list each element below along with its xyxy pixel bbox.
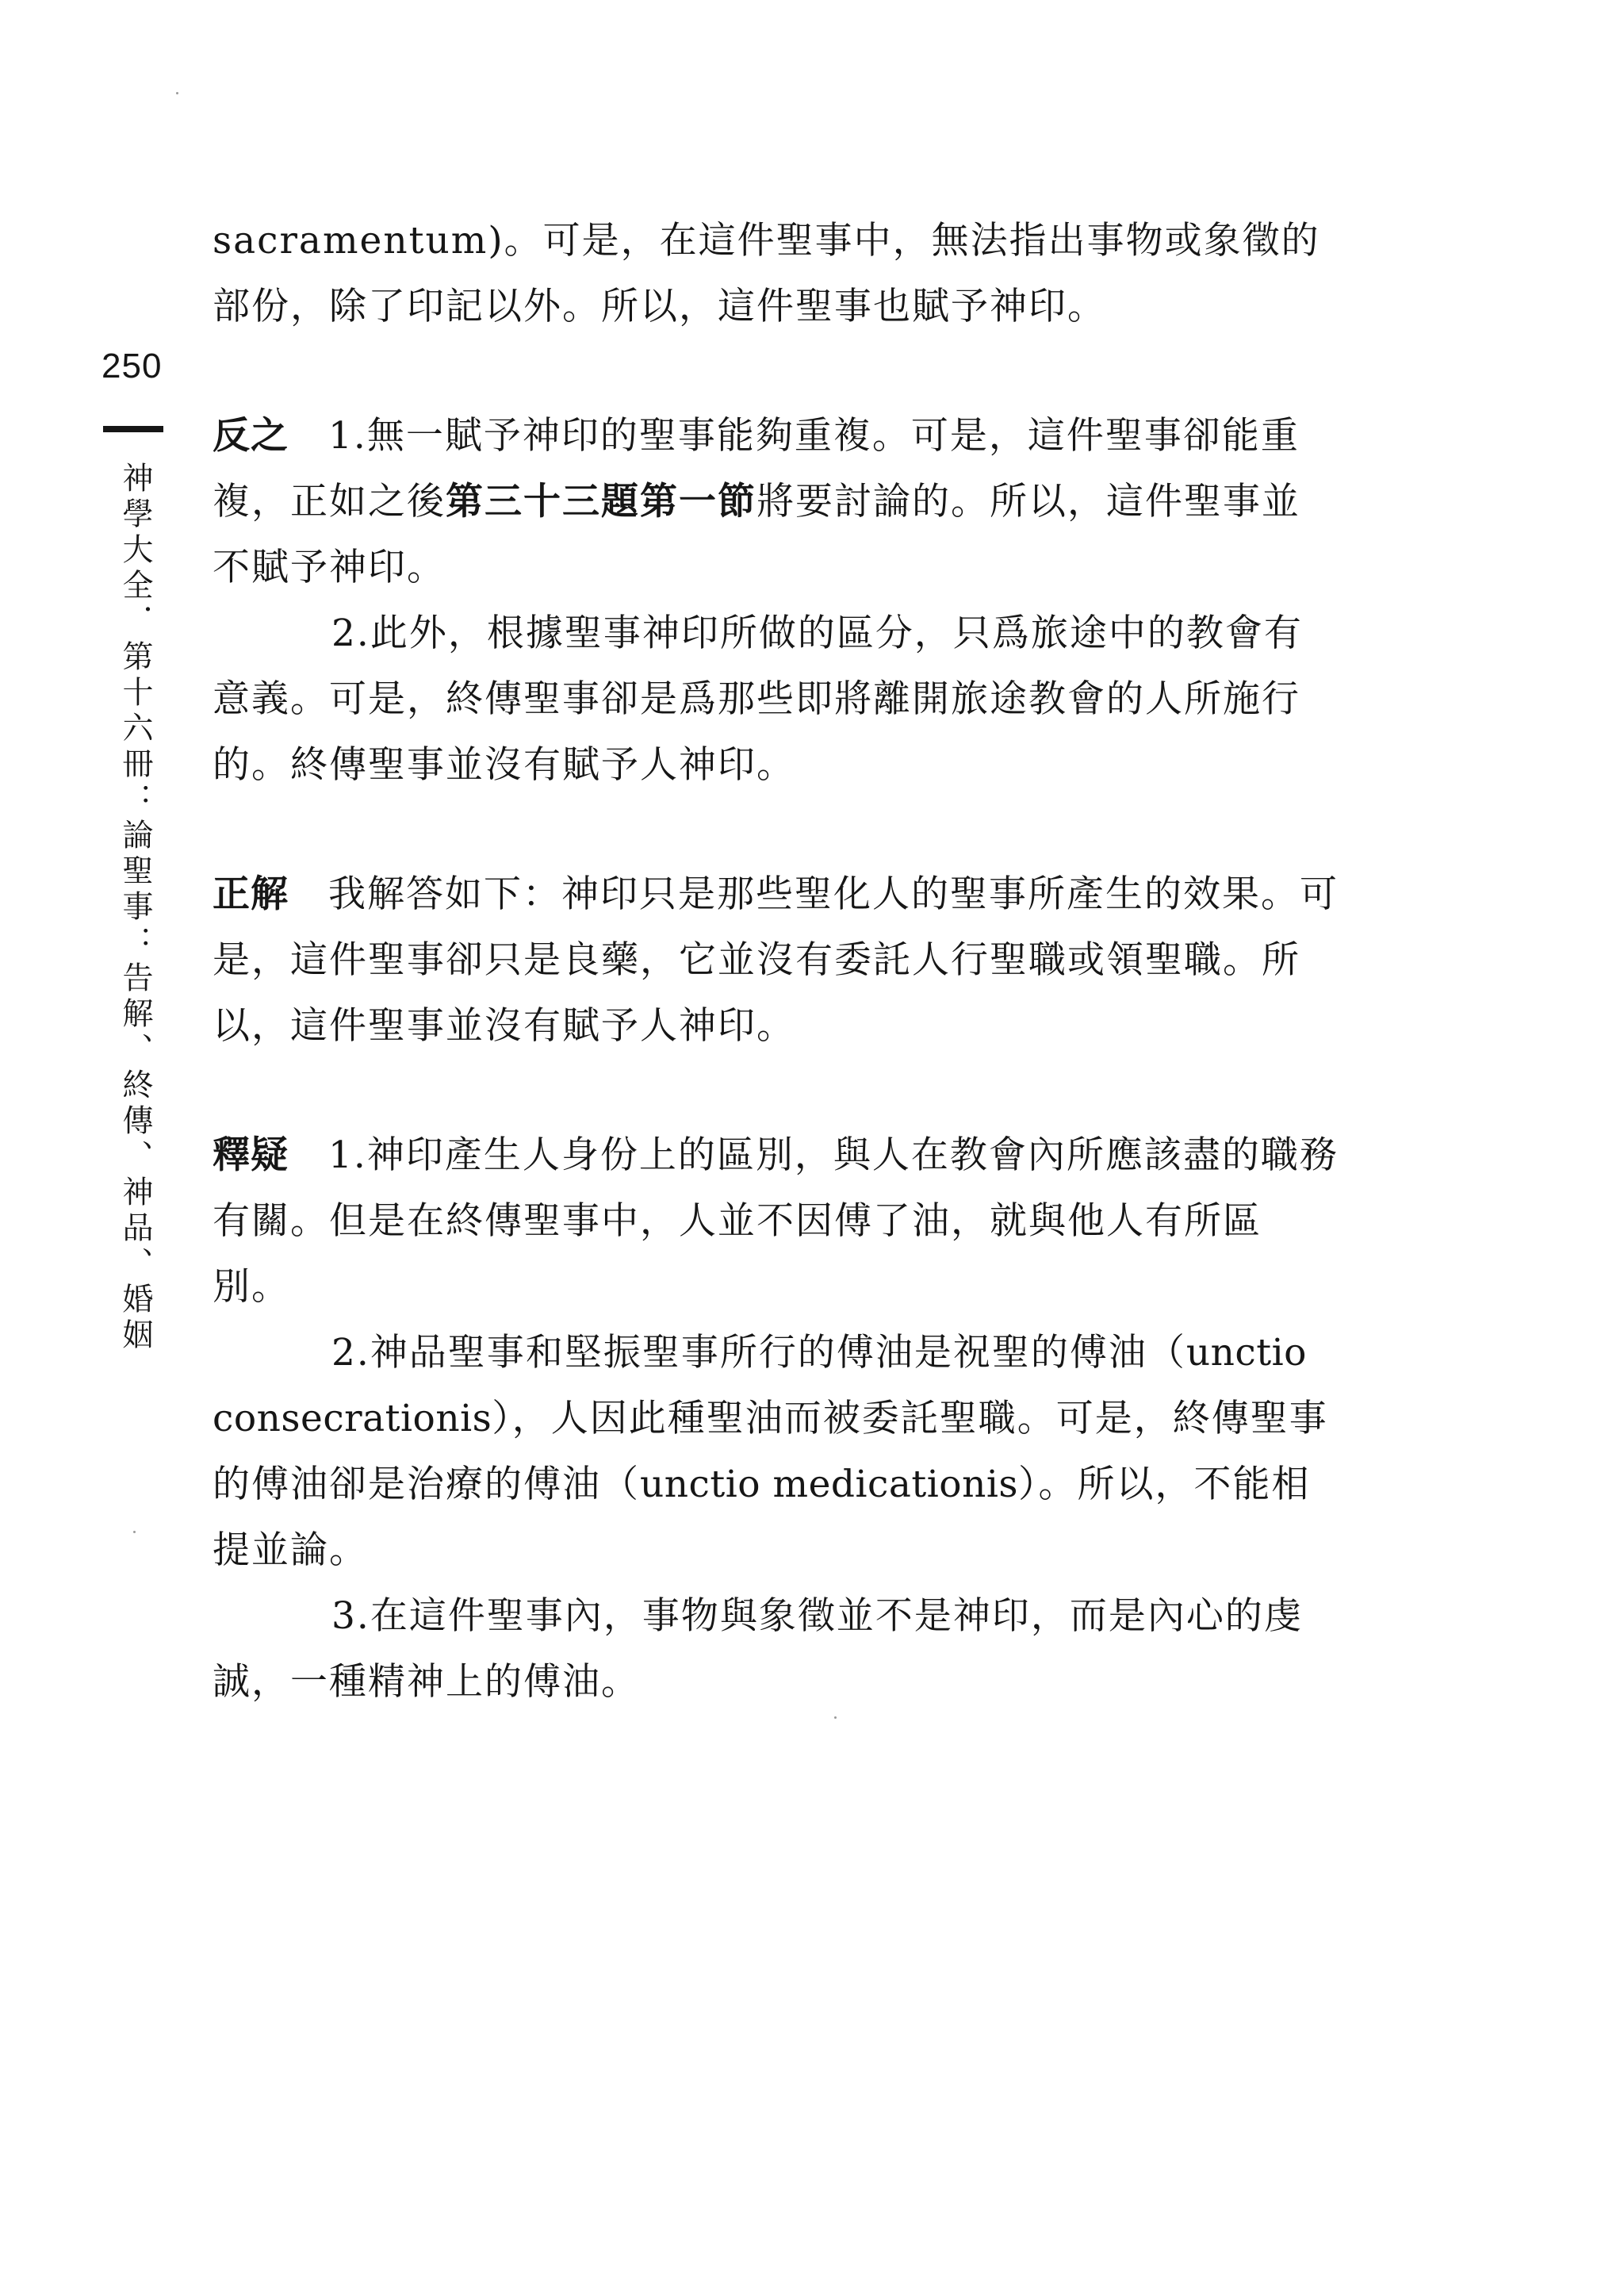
reply-paragraph-2 — [213, 1320, 1339, 1583]
reply-paragraph-1 — [213, 1122, 1339, 1320]
cross-reference: 第三十三題第一節 — [446, 480, 756, 523]
reply-2-text-c: ）。所以，不能相提並論。 — [213, 1463, 1311, 1572]
respondeo-label: 正解 — [213, 872, 289, 916]
main-text — [213, 208, 1339, 1715]
margin-rule — [103, 426, 163, 432]
running-head: 神學大全．第十六冊：論聖事：告解、終傳、神品、婚姻 — [117, 462, 153, 1354]
sed-contra-1-text-before: 1.無一賦予神印的聖事能夠重複。可是，這件聖事卻能重複，正如之後 — [213, 414, 1300, 523]
reply-1-text: 1.神印產生人身份上的區別，與人在教會內所應該盡的職務有關。但是在終傳聖事中，人並不因傅了油，就與他人有所區別。 — [213, 1133, 1339, 1309]
latin-term-consecrationis: unctio consecrationis — [213, 1331, 1307, 1440]
reply-paragraph-3 — [213, 1583, 1339, 1715]
respondeo-paragraph — [213, 861, 1339, 1059]
reply-label: 釋疑 — [213, 1133, 289, 1177]
sed-contra-2-text: 2.此外，根據聖事神印所做的區分，只爲旅途中的教會有意義。可是，終傳聖事卻是爲那些即將離開旅途教會的人所施行的。終傳聖事並沒有賦予人神印。 — [213, 612, 1303, 787]
sed-contra-label: 反之 — [213, 414, 289, 458]
reply-3-text: 3.在這件聖事內，事物與象徵並不是神印，而是內心的虔誠，一種精神上的傅油。 — [213, 1594, 1303, 1704]
sed-contra-paragraph-1 — [213, 403, 1339, 600]
continuation-text: sacramentum)。可是，在這件聖事中，無法指出事物或象徵的部份，除了印記以外。所以，這件聖事也賦予神印。 — [213, 219, 1320, 328]
page-number: 250 — [102, 347, 163, 385]
continuation-paragraph — [213, 208, 1339, 339]
respondeo-text: 我解答如下：神印只是那些聖化人的聖事所產生的效果。可是，這件聖事卻只是良藥，它並沒有委託人行聖職或領聖職。所以，這件聖事並沒有賦予人神印。 — [213, 872, 1339, 1048]
scan-speck — [176, 92, 178, 94]
reply-2-text-b: ），人因此種聖油而被委託聖職。可是，終傳聖事的傅油卻是治療的傅油（ — [213, 1397, 1328, 1506]
sed-contra-paragraph-2 — [213, 600, 1339, 798]
scan-speck — [133, 1531, 136, 1533]
sed-contra-1-text-after: 將要討論的。所以，這件聖事並不賦予神印。 — [213, 480, 1300, 589]
scan-speck — [834, 1716, 837, 1719]
reply-2-text-a: 2.神品聖事和堅振聖事所行的傅油是祝聖的傅油（ — [331, 1331, 1186, 1375]
latin-term-medicationis: unctio medicationis — [640, 1463, 1018, 1506]
